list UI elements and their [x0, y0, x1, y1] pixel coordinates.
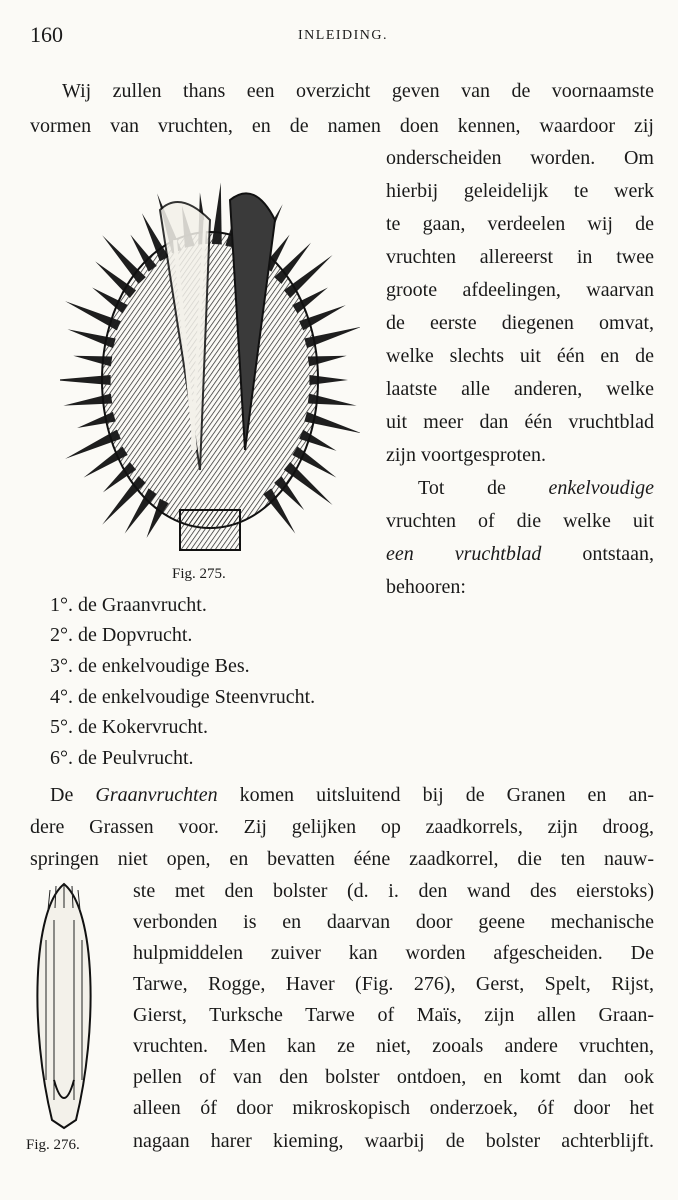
body-line: onderscheiden worden. Om	[386, 147, 654, 169]
body-line: behooren:	[386, 576, 466, 598]
body-line: dere Grassen voor. Zij gelijken op zaadkorrels, zijn droog,	[30, 816, 654, 838]
list-item: 3°. de enkelvoudige Bes.	[50, 655, 250, 677]
body-line: springen niet open, en bevatten ééne zaadkorrel, die ten nauw-	[30, 848, 654, 870]
list-item: 4°. de enkelvoudige Steenvrucht.	[50, 686, 316, 708]
body-line: pellen of van den bolster ontdoen, en komt dan ook	[133, 1066, 654, 1088]
body-line: verbonden is en daarvan door geene mechanische	[133, 911, 654, 933]
body-line: een vruchtblad ontstaan,	[386, 543, 654, 565]
body-line: Tot de enkelvoudige	[418, 477, 654, 499]
body-line: te gaan, verdeelen wij de	[386, 213, 654, 235]
body-line: zijn voortgesproten.	[386, 444, 546, 466]
body-line: alleen óf door mikroskopisch onderzoek, óf door het	[133, 1097, 654, 1119]
body-line: hierbij geleidelijk te werk	[386, 180, 654, 202]
list-item: 1°. de Graanvrucht.	[50, 594, 207, 616]
body-line: Tarwe, Rogge, Haver (Fig. 276), Gerst, Spelt, Rijst,	[133, 973, 654, 995]
grain-illustration	[24, 880, 104, 1130]
running-head: INLEIDING.	[298, 28, 389, 43]
body-line: hulpmiddelen zuiver kan worden afgescheiden. De	[133, 942, 654, 964]
page-number: 160	[30, 22, 63, 47]
body-line: vruchten. Men kan ze niet, zooals andere vruchten,	[133, 1035, 654, 1057]
body-line: Gierst, Turksche Tarwe of Maïs, zijn allen Graan-	[133, 1004, 654, 1026]
body-line: de eerste diegenen omvat,	[386, 312, 654, 334]
thorny-fruit-illustration	[60, 150, 360, 560]
body-line: groote afdeelingen, waarvan	[386, 279, 654, 301]
body-line: Wij zullen thans een overzicht geven van de voornaamste	[62, 80, 654, 102]
body-line: uit meer dan één vruchtblad	[386, 411, 654, 433]
body-line: welke slechts uit één en de	[386, 345, 654, 367]
list-item: 6°. de Peulvrucht.	[50, 747, 194, 769]
body-line: ste met den bolster (d. i. den wand des eierstoks)	[133, 880, 654, 902]
figure-caption: Fig. 276.	[26, 1137, 80, 1153]
body-line: nagaan harer kieming, waarbij de bolster achterblijft.	[133, 1130, 654, 1152]
body-line: vruchten of die welke uit	[386, 510, 654, 532]
figure-caption: Fig. 275.	[172, 566, 226, 582]
body-line: De Graanvruchten komen uitsluitend bij de Granen en an-	[50, 784, 655, 806]
body-line: vruchten allereerst in twee	[386, 246, 654, 268]
list-item: 5°. de Kokervrucht.	[50, 716, 208, 738]
body-line: laatste alle anderen, welke	[386, 378, 654, 400]
list-item: 2°. de Dopvrucht.	[50, 624, 193, 646]
body-line: vormen van vruchten, en de namen doen kennen, waardoor zij	[30, 115, 654, 137]
